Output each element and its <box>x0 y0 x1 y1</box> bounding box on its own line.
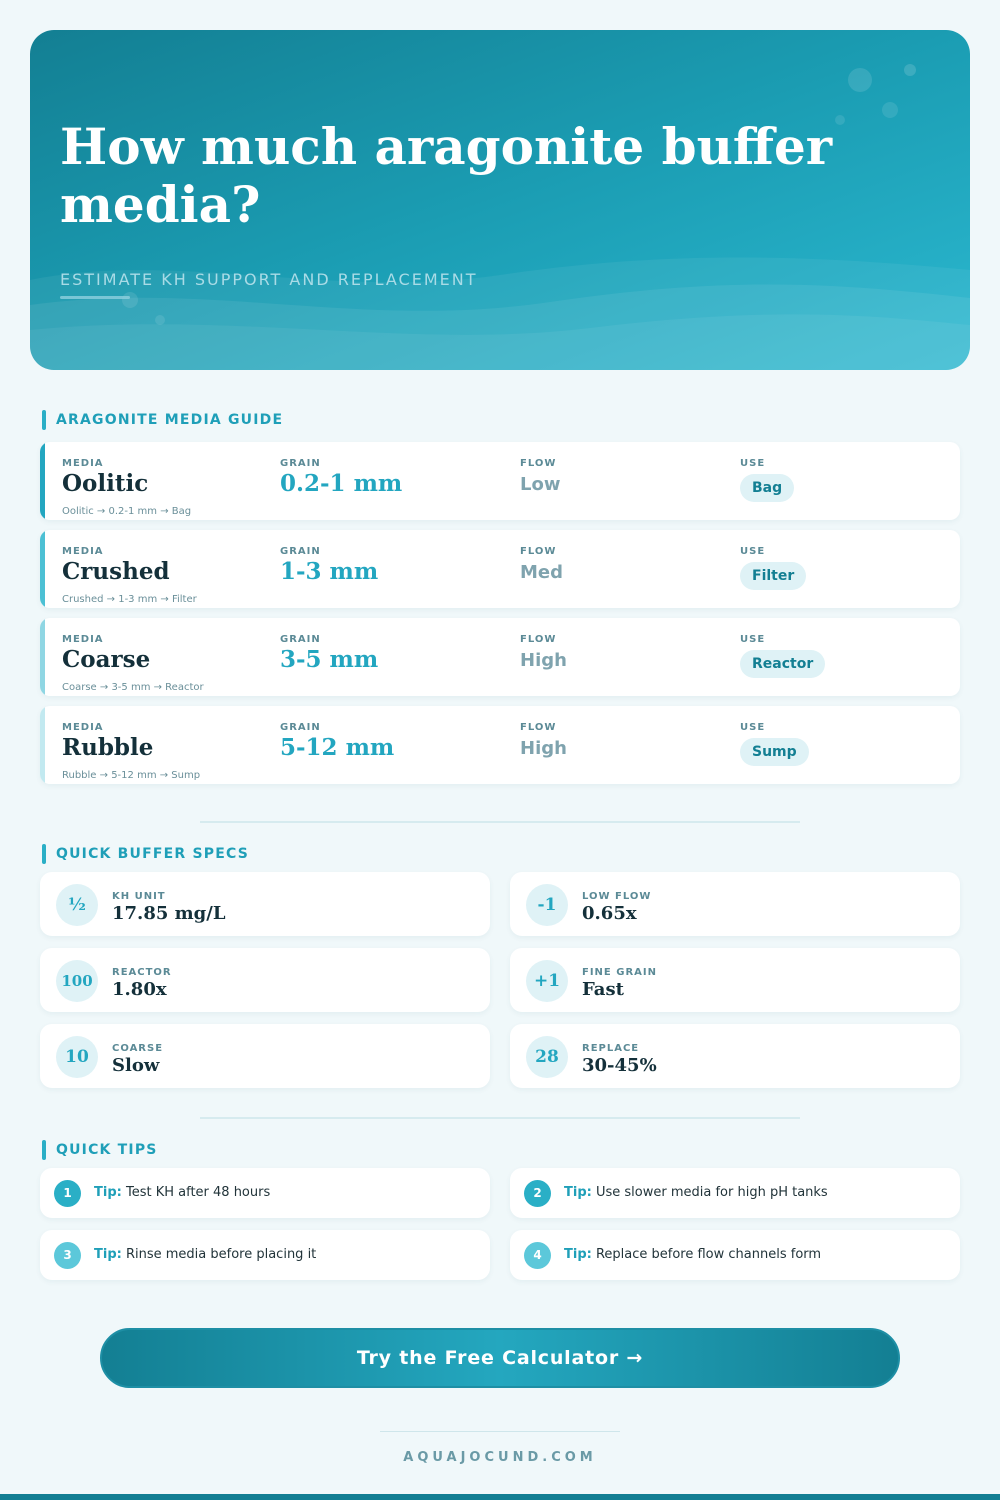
row-accent-bar <box>40 706 45 784</box>
use-badge: Sump <box>740 738 809 766</box>
heading-accent-bar <box>42 844 46 864</box>
spec-badge: 100 <box>56 960 98 1002</box>
media-label: MEDIA <box>62 546 104 557</box>
tip-card <box>40 1168 490 1218</box>
tip-card <box>510 1230 960 1280</box>
flow-rate: Low <box>520 474 561 495</box>
tip-card <box>40 1230 490 1280</box>
use-label: USE <box>740 722 766 733</box>
tip-text <box>94 1247 316 1262</box>
spec-card <box>510 872 960 936</box>
flow-rate: High <box>520 738 567 759</box>
row-accent-bar <box>40 618 45 696</box>
row-accent-bar <box>40 530 45 608</box>
footer-divider <box>380 1431 620 1432</box>
spec-value: Fast <box>582 979 624 1000</box>
tip-body: Replace before flow channels form <box>595 1247 822 1262</box>
grain-size: 3-5 mm <box>280 646 379 673</box>
spec-badge: ½ <box>56 884 98 926</box>
use-badge: Bag <box>740 474 794 502</box>
flow-label: FLOW <box>520 722 557 733</box>
spec-badge: +1 <box>526 960 568 1002</box>
media-name: Oolitic <box>62 470 149 497</box>
use-badge: Filter <box>740 562 806 590</box>
tip-body: Test KH after 48 hours <box>125 1185 271 1200</box>
tips-heading <box>42 1140 158 1160</box>
spec-card <box>510 948 960 1012</box>
flow-rate: Med <box>520 562 564 583</box>
use-label: USE <box>740 634 766 645</box>
tip-prefix: Tip: <box>94 1185 122 1200</box>
tip-number-badge: 1 <box>54 1180 81 1207</box>
media-label: MEDIA <box>62 634 104 645</box>
tip-number-badge: 2 <box>524 1180 551 1207</box>
spec-card <box>40 872 490 936</box>
spec-card <box>40 1024 490 1088</box>
page-subtitle: ESTIMATE KH SUPPORT AND REPLACEMENT <box>60 270 478 289</box>
flow-rate: High <box>520 650 567 671</box>
section-title: ARAGONITE MEDIA GUIDE <box>56 412 284 428</box>
section-divider <box>200 1117 800 1119</box>
media-label: MEDIA <box>62 722 104 733</box>
grain-label: GRAIN <box>280 722 321 733</box>
flow-label: FLOW <box>520 458 557 469</box>
spec-badge: 28 <box>526 1036 568 1078</box>
spec-value: 17.85 mg/L <box>112 903 226 924</box>
use-badge: Reactor <box>740 650 825 678</box>
grain-label: GRAIN <box>280 546 321 557</box>
use-label: USE <box>740 546 766 557</box>
spec-value: Slow <box>112 1055 160 1076</box>
media-name: Coarse <box>62 646 151 673</box>
media-summary-path: Oolitic → 0.2-1 mm → Bag <box>62 506 192 517</box>
media-summary-path: Crushed → 1-3 mm → Filter <box>62 594 197 605</box>
subtitle-underline <box>60 296 130 299</box>
grain-label: GRAIN <box>280 458 321 469</box>
hero-banner <box>30 30 970 370</box>
tip-text <box>564 1247 821 1262</box>
spec-badge: 10 <box>56 1036 98 1078</box>
tip-prefix: Tip: <box>564 1247 592 1262</box>
use-label: USE <box>740 458 766 469</box>
section-title: QUICK BUFFER SPECS <box>56 846 249 862</box>
spec-label: COARSE <box>112 1043 164 1054</box>
tip-text <box>564 1185 828 1200</box>
spec-label: REACTOR <box>112 967 172 978</box>
spec-value: 30-45% <box>582 1055 657 1076</box>
footer-site-link[interactable]: AQUAJOCUND.COM <box>403 1450 597 1465</box>
media-name: Crushed <box>62 558 170 585</box>
grain-size: 1-3 mm <box>280 558 379 585</box>
tip-number-badge: 4 <box>524 1242 551 1269</box>
media-summary-path: Coarse → 3-5 mm → Reactor <box>62 682 204 693</box>
row-accent-bar <box>40 442 45 520</box>
media-row <box>40 530 960 608</box>
heading-accent-bar <box>42 410 46 430</box>
tip-prefix: Tip: <box>564 1185 592 1200</box>
tip-number-badge: 3 <box>54 1242 81 1269</box>
media-name: Rubble <box>62 734 154 761</box>
spec-label: REPLACE <box>582 1043 640 1054</box>
flow-label: FLOW <box>520 546 557 557</box>
spec-value: 1.80x <box>112 979 167 1000</box>
flow-label: FLOW <box>520 634 557 645</box>
page-title: How much aragonite buffer media? <box>60 117 833 234</box>
media-summary-path: Rubble → 5-12 mm → Sump <box>62 770 201 781</box>
spec-card <box>510 1024 960 1088</box>
specs-heading <box>42 844 249 864</box>
spec-card <box>40 948 490 1012</box>
media-guide-heading <box>42 410 283 430</box>
media-row <box>40 442 960 520</box>
spec-label: KH UNIT <box>112 891 166 902</box>
tip-body: Use slower media for high pH tanks <box>595 1185 828 1200</box>
spec-value: 0.65x <box>582 903 637 924</box>
tip-prefix: Tip: <box>94 1247 122 1262</box>
grain-size: 0.2-1 mm <box>280 470 403 497</box>
media-row <box>40 618 960 696</box>
tip-body: Rinse media before placing it <box>125 1247 317 1262</box>
spec-label: LOW FLOW <box>582 891 652 902</box>
spec-label: FINE GRAIN <box>582 967 657 978</box>
free-calculator-button[interactable]: Try the Free Calculator → <box>100 1328 900 1388</box>
section-title: QUICK TIPS <box>56 1142 158 1158</box>
heading-accent-bar <box>42 1140 46 1160</box>
media-row <box>40 706 960 784</box>
section-divider <box>200 821 800 823</box>
spec-badge: -1 <box>526 884 568 926</box>
tip-card <box>510 1168 960 1218</box>
bottom-bar <box>0 1494 1000 1500</box>
grain-label: GRAIN <box>280 634 321 645</box>
grain-size: 5-12 mm <box>280 734 395 761</box>
tip-text <box>94 1185 270 1200</box>
media-label: MEDIA <box>62 458 104 469</box>
